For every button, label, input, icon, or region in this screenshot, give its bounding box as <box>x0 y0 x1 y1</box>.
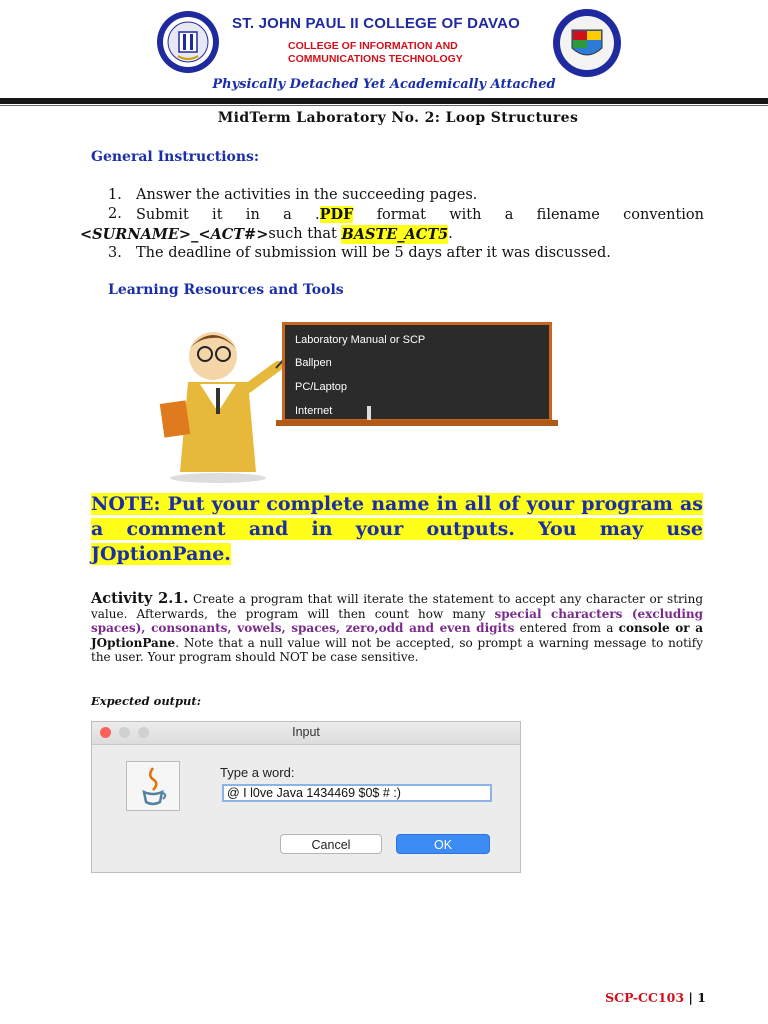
footer-separator: | <box>684 990 698 1005</box>
list-number: 2. <box>108 206 122 222</box>
note-text: NOTE: Put your complete name in all of your program as a comment and in your outputs. You may use JOptionPane. <box>91 493 703 565</box>
list-item-continuation <box>80 225 704 244</box>
page-footer <box>605 990 706 1005</box>
dialog-prompt: Type a word: <box>220 765 295 780</box>
activity-heading: Activity 2.1. <box>91 590 189 607</box>
chalk-piece <box>367 406 371 420</box>
pdf-highlight: PDF <box>319 206 354 223</box>
document-title: MidTerm Laboratory No. 2: Loop Structures <box>217 110 579 126</box>
input-dialog <box>91 721 521 873</box>
instructions-list <box>80 186 704 263</box>
surname-token: <SURNAME> <box>80 226 192 243</box>
instruction-2-line-1 <box>136 205 704 225</box>
list-text: The deadline of submission will be 5 days after it was discussed. <box>136 245 611 261</box>
activity-purple-text: special characters (excluding spaces), consonants, vowels, spaces, zero,odd and even digits <box>91 606 703 635</box>
list-item <box>108 205 704 225</box>
chalkboard <box>282 322 552 422</box>
activity-bold-text: console or a JOptionPane <box>91 621 703 650</box>
cancel-button[interactable]: Cancel <box>280 834 382 854</box>
activity-text: . Note that a null value will not be accepted, so prompt a warning message to notify the user. Your program should NOT be case sensitive. <box>91 635 703 664</box>
teacher-illustration <box>148 322 288 484</box>
period: . <box>448 226 453 242</box>
act-token: <ACT#> <box>198 226 269 243</box>
chalkboard-ledge <box>276 420 558 426</box>
resources-heading: Learning Resources and Tools <box>108 282 344 298</box>
department-line-1: COLLEGE OF INFORMATION AND <box>288 40 458 52</box>
list-number: 3. <box>108 245 122 261</box>
activity-text: entered from a <box>514 621 619 635</box>
instruction-2-text-end: format with a filename convention <box>353 207 704 223</box>
department-line-2: COMMUNICATIONS TECHNOLOGY <box>288 53 463 65</box>
department-name <box>288 40 500 66</box>
page-number: 1 <box>697 990 706 1005</box>
instruction-2-text: Submit it in a . <box>136 207 320 223</box>
list-item <box>108 244 704 263</box>
such-that-text: such that <box>268 226 337 242</box>
note-callout <box>91 492 703 567</box>
filename-example: BASTE_ACT5 <box>341 226 449 243</box>
college-name: ST. JOHN PAUL II COLLEGE OF DAVAO <box>232 15 521 32</box>
ok-button[interactable]: OK <box>396 834 490 854</box>
board-item: Internet <box>295 405 333 417</box>
general-instructions-heading: General Instructions: <box>91 149 260 165</box>
list-item <box>108 186 704 205</box>
list-number: 1. <box>108 187 122 203</box>
school-motto: Physically Detached Yet Academically Attached <box>212 77 556 92</box>
board-item: Ballpen <box>295 357 332 369</box>
header-divider <box>0 98 768 104</box>
underscore-token: _ <box>191 226 199 243</box>
college-logo <box>552 8 622 78</box>
word-input[interactable]: @ I l0ve Java 1434469 $0$ # :) <box>222 784 492 802</box>
list-text <box>136 205 704 225</box>
java-icon <box>126 761 180 811</box>
board-item: Laboratory Manual or SCP <box>295 334 426 346</box>
activity-2-1 <box>91 592 703 665</box>
activity-text: Create a program that will iterate the statement to accept any character or string value. Afterwards, the program will then count how many <box>91 592 703 621</box>
dialog-titlebar <box>92 722 520 745</box>
board-item: PC/Laptop <box>295 381 347 393</box>
dialog-title: Input <box>292 725 320 739</box>
expected-output-label: Expected output: <box>91 694 201 708</box>
header-divider-thin <box>0 105 768 106</box>
school-seal-logo <box>156 10 220 74</box>
course-code: SCP-CC103 <box>605 990 685 1005</box>
list-text: Answer the activities in the succeeding pages. <box>136 187 478 203</box>
